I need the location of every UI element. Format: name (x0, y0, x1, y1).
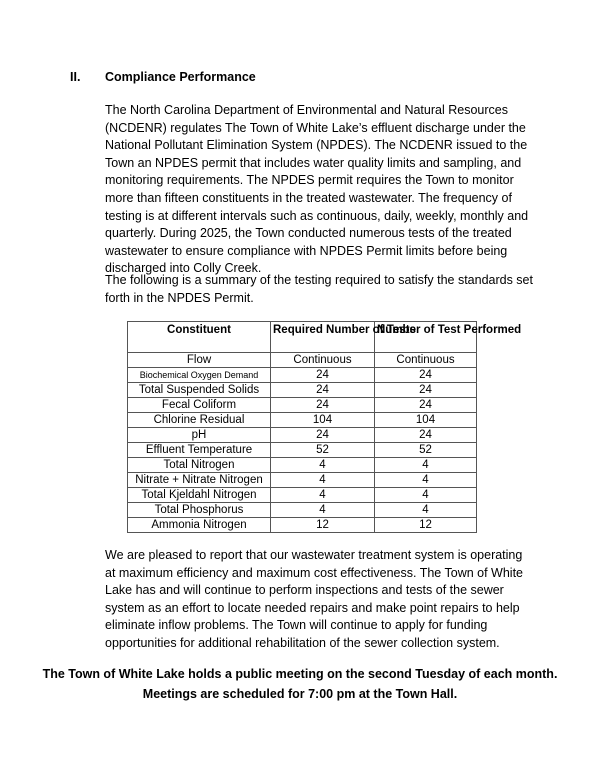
constituent-cell: pH (128, 428, 271, 443)
section-title: Compliance Performance (105, 70, 256, 84)
required-cell: 52 (271, 443, 375, 458)
constituent-cell: Total Nitrogen (128, 458, 271, 473)
performed-cell: 12 (375, 518, 477, 533)
required-cell: Continuous (271, 353, 375, 368)
table-row (128, 503, 477, 518)
constituent-cell: Effluent Temperature (128, 443, 271, 458)
table-row (128, 473, 477, 488)
constituent-cell: Chlorine Residual (128, 413, 271, 428)
table-row (128, 353, 477, 368)
performed-cell: 4 (375, 503, 477, 518)
constituent-cell: Ammonia Nitrogen (128, 518, 271, 533)
performed-cell: 24 (375, 368, 477, 383)
constituent-cell: Total Phosphorus (128, 503, 271, 518)
performed-cell: 4 (375, 473, 477, 488)
performed-cell: 24 (375, 398, 477, 413)
performed-cell: Continuous (375, 353, 477, 368)
table-row (128, 383, 477, 398)
testing-summary-table (127, 321, 522, 533)
performed-cell: 24 (375, 428, 477, 443)
constituent-cell: Biochemical Oxygen Demand (128, 368, 271, 383)
header-required-tests: Required Number of Tests (271, 322, 375, 353)
table-header-row (128, 322, 477, 353)
performed-cell: 4 (375, 458, 477, 473)
required-cell: 4 (271, 458, 375, 473)
constituent-cell: Fecal Coliform (128, 398, 271, 413)
required-cell: 24 (271, 368, 375, 383)
required-cell: 4 (271, 503, 375, 518)
required-cell: 24 (271, 398, 375, 413)
section-number: II. (70, 70, 81, 84)
required-cell: 24 (271, 383, 375, 398)
table-row (128, 428, 477, 443)
constituent-cell: Total Kjeldahl Nitrogen (128, 488, 271, 503)
closing-paragraph: We are pleased to report that our wastewater treatment system is operating at maximum efficiency and maximum cost effectiveness. The Town of White Lake has and will continue to perform inspections and tests of the sewer system as an effort to locate needed repairs and make point repairs to help eliminate inflow problems. The Town will continue to apply for funding opportunities for additional rehabilitation of the sewer collection system. (105, 548, 523, 650)
header-constituent: Constituent (128, 322, 271, 353)
meeting-notice-line-1: The Town of White Lake holds a public meeting on the second Tuesday of each month. (42, 667, 558, 681)
constituent-cell: Flow (128, 353, 271, 368)
meeting-notice (0, 664, 600, 704)
intro-paragraph: The North Carolina Department of Environmental and Natural Resources (NCDENR) regulates The Town of White Lake’s effluent discharge under the National Pollutant Elimination System (NPDES). The NCDENR issued to the Town an NPDES permit that includes water quality limits and sampling, and monitoring requirements. The NPDES permit requires the Town to monitor more than fifteen constituents in the treated wastewater. The frequency of testing is at different intervals such as continuous, daily, weekly, monthly and quarterly. During 2025, the Town conducted numerous tests of the treated wastewater to ensure compliance with NPDES Permit limits before being discharged into Colly Creek. (105, 103, 529, 276)
required-cell: 12 (271, 518, 375, 533)
performed-cell: 52 (375, 443, 477, 458)
required-cell: 4 (271, 488, 375, 503)
summary-paragraph: The following is a summary of the testing required to satisfy the standards set forth in the NPDES Permit. (105, 273, 533, 305)
performed-cell: 24 (375, 383, 477, 398)
performed-cell: 104 (375, 413, 477, 428)
constituent-cell: Nitrate + Nitrate Nitrogen (128, 473, 271, 488)
performed-cell: 4 (375, 488, 477, 503)
table-row (128, 413, 477, 428)
section-heading (70, 70, 256, 84)
table-row (128, 443, 477, 458)
table-row (128, 398, 477, 413)
required-cell: 4 (271, 473, 375, 488)
table-row (128, 518, 477, 533)
header-tests-performed: Number of Test Performed (375, 322, 477, 353)
constituent-cell: Total Suspended Solids (128, 383, 271, 398)
table-row (128, 458, 477, 473)
table-row (128, 488, 477, 503)
required-cell: 104 (271, 413, 375, 428)
required-cell: 24 (271, 428, 375, 443)
meeting-notice-line-2: Meetings are scheduled for 7:00 pm at the Town Hall. (142, 687, 458, 701)
table-row (128, 368, 477, 383)
